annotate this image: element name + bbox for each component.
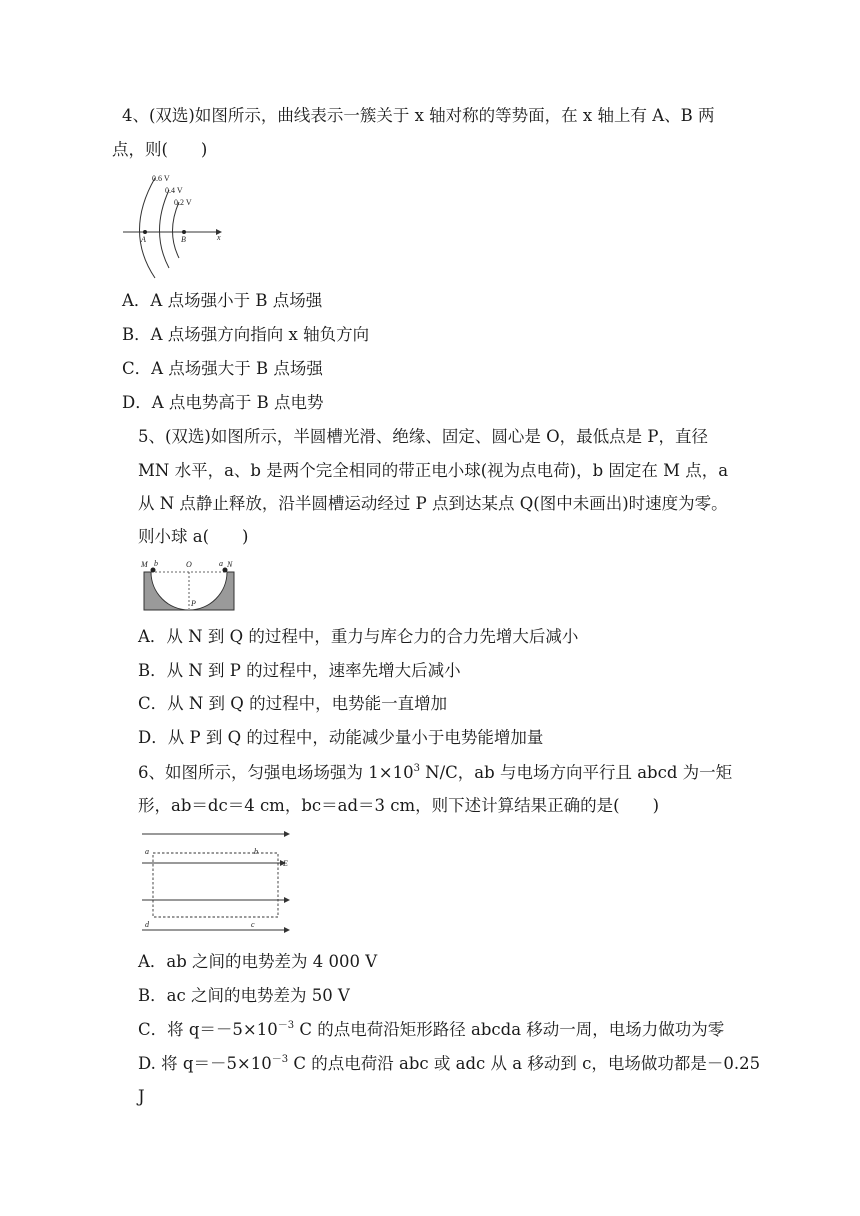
q5-stem-line2: MN 水平，a、b 是两个完全相同的带正电小球(视为点电荷)，b 固定在 M 点，a — [138, 461, 729, 480]
q4-stem-line2: 点，则( ) — [112, 140, 208, 159]
label-d: d — [145, 920, 149, 929]
q6-stem-line2: 形，ab＝dc＝4 cm，bc＝ad＝3 cm，则下述计算结果正确的是( ) — [138, 796, 660, 815]
field-arrow-1-icon — [284, 831, 290, 837]
q4-option-d: D．A 点电势高于 B 点电势 — [122, 393, 324, 412]
field-arrow-3-icon — [284, 897, 290, 903]
q6-option-c-pre: C．将 q＝－5×10 — [138, 1020, 278, 1039]
equipotential-curve-0.2 — [173, 202, 180, 258]
point-b-dot — [182, 230, 186, 234]
q5-option-c: C．从 N 到 Q 的过程中，电势能一直增加 — [138, 694, 448, 713]
label-m: M — [141, 560, 148, 569]
label-c: c — [251, 920, 255, 929]
q4-stem-line1: 4、(双选)如图所示，曲线表示一簇关于 x 轴对称的等势面，在 x 轴上有 A、B 两 — [122, 106, 715, 125]
q6-stem-line1 — [138, 763, 732, 783]
q4-option-b: B．A 点场强方向指向 x 轴负方向 — [122, 325, 370, 344]
label-0.4v: 0.4 V — [165, 186, 183, 195]
q6-option-d — [138, 1054, 760, 1074]
label-a: a — [145, 847, 149, 856]
label-e: E — [283, 859, 288, 868]
q4-equipotential-figure — [118, 170, 228, 280]
q6-option-d-post: C 的点电荷沿 abc 或 adc 从 a 移动到 c，电场做功都是－0.25 — [288, 1054, 761, 1073]
q4-option-a: A．A 点场强小于 B 点场强 — [122, 291, 323, 310]
q5-stem-line3: 从 N 点静止释放，沿半圆槽运动经过 P 点到达某点 Q(图中未画出)时速度为零。 — [138, 494, 728, 513]
q6-option-d-line2: J — [138, 1087, 145, 1106]
q6-option-c-post: C 的点电荷沿矩形路径 abcda 移动一周，电场力做功为零 — [294, 1020, 725, 1039]
label-o: O — [186, 560, 192, 569]
q6-option-b: B．ac 之间的电势差为 50 V — [138, 986, 350, 1005]
label-axis-x: x — [217, 233, 221, 242]
field-arrow-4-icon — [284, 927, 290, 933]
q6-option-c-exponent: －3 — [277, 1020, 295, 1031]
label-p: P — [191, 599, 196, 608]
q5-semicircle-groove-figure — [138, 558, 238, 612]
q6-option-d-exponent: －3 — [271, 1054, 289, 1065]
q6-option-c — [138, 1020, 724, 1040]
q6-stem-pre: 6、如图所示，匀强电场场强为 1×10 — [138, 763, 414, 782]
point-a-dot — [143, 230, 147, 234]
ball-b — [151, 568, 156, 573]
q4-option-c: C．A 点场强大于 B 点场强 — [122, 359, 323, 378]
equipotential-curve-0.6 — [140, 178, 156, 278]
label-a: a — [219, 559, 223, 568]
q5-option-b: B．从 N 到 P 的过程中，速率先增大后减小 — [138, 661, 461, 680]
label-0.2v: 0.2 V — [174, 198, 192, 207]
label-n: N — [227, 560, 233, 569]
q5-stem-line1: 5、(双选)如图所示，半圆槽光滑、绝缘、固定、圆心是 O，最低点是 P，直径 — [138, 427, 708, 446]
q6-option-a: A．ab 之间的电势差为 4 000 V — [138, 952, 378, 971]
q6-stem-exponent: 3 — [413, 763, 420, 774]
label-point-b: B — [181, 235, 186, 244]
q5-option-a: A．从 N 到 Q 的过程中，重力与库仑力的合力先增大后减小 — [138, 627, 579, 646]
label-b: b — [154, 559, 158, 568]
label-point-a: A — [141, 235, 146, 244]
label-0.6v: 0.6 V — [152, 174, 170, 183]
q6-option-d-pre: D. 将 q＝－5×10 — [138, 1054, 272, 1073]
q6-stem-post: N/C，ab 与电场方向平行且 abcd 为一矩 — [419, 763, 733, 782]
q5-option-d: D．从 P 到 Q 的过程中，动能减少量小于电势能增加量 — [138, 728, 544, 747]
q5-stem-line4: 则小球 a( ) — [138, 527, 249, 546]
label-b: b — [254, 847, 258, 856]
q6-uniform-field-figure — [136, 828, 296, 936]
equipotential-curve-0.4 — [160, 190, 170, 268]
